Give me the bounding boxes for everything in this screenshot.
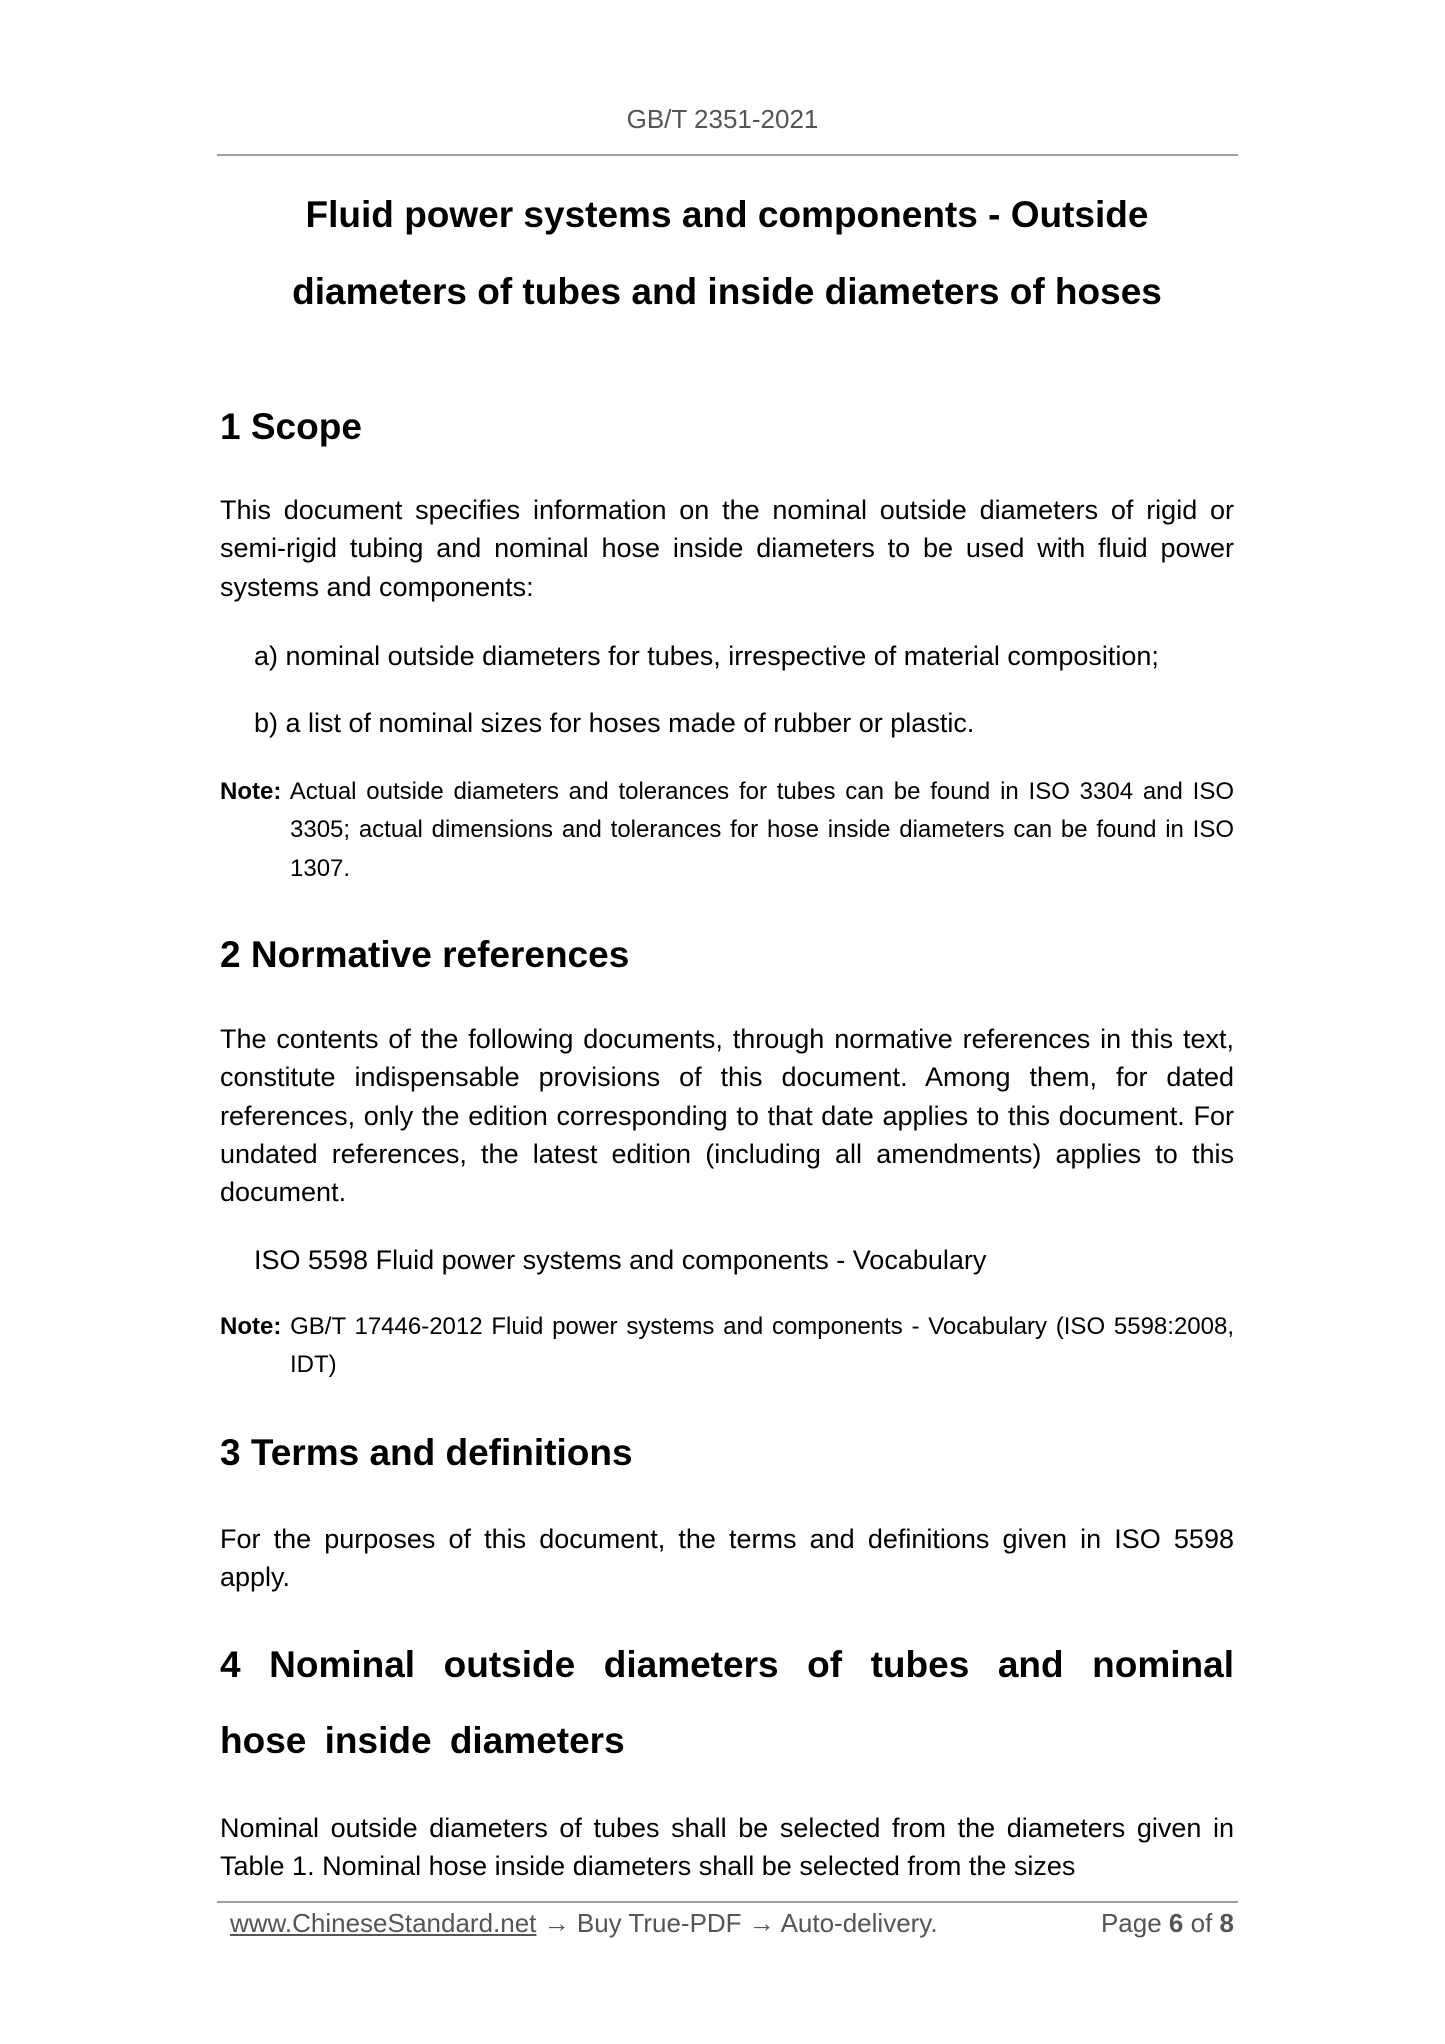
section-heading-normative-references: 2 Normative references (220, 934, 630, 975)
page-number: 6 (1168, 1908, 1184, 1938)
normative-paragraph: The contents of the following documents, through normative references in this text, constitute indispensable provisions of this document. Among them, for dated references, only the edition corresponding to that date applies to this document. For undated references, the latest edition (including all amendments) applies to this document. (220, 1024, 1234, 1208)
section-heading-nominal-diameters: 4 Nominal outside diameters of tubes and nominal hose inside diameters (220, 1644, 1234, 1761)
title-line: Fluid power systems and components - Outside (305, 194, 1149, 235)
note-text: GB/T 17446-2012 Fluid power systems and components - Vocabulary (ISO 5598:2008, IDT) (290, 1313, 1235, 1379)
note-label: Note: (220, 778, 282, 805)
footer-divider (217, 1901, 1238, 1903)
list-item-a: a) nominal outside diameters for tubes, irrespective of material composition; (254, 641, 1159, 671)
page-label: Page (1100, 1908, 1162, 1938)
section-heading-terms: 3 Terms and definitions (220, 1432, 633, 1473)
footer-text: → Buy True-PDF → Auto-delivery. (536, 1908, 938, 1938)
header-divider (217, 154, 1238, 156)
website-link[interactable]: www.ChineseStandard.net (230, 1908, 537, 1938)
page-of: of (1190, 1908, 1213, 1938)
scope-note (220, 773, 1234, 888)
terms-paragraph: For the purposes of this document, the terms and definitions given in ISO 5598 apply. (220, 1524, 1234, 1593)
section-heading-scope: 1 Scope (220, 406, 362, 447)
normative-note (220, 1308, 1234, 1385)
note-label: Note: (220, 1313, 282, 1340)
reference-item: ISO 5598 Fluid power systems and components - Vocabulary (254, 1245, 987, 1275)
note-text: Actual outside diameters and tolerances for tubes can be found in ISO 3304 and ISO 3305; actual dimensions and tolerances for hose inside diameters can be found in ISO 1307. (289, 778, 1235, 882)
document-title (220, 176, 1234, 330)
scope-paragraph: This document specifies information on the nominal outside diameters of rigid or semi-rigid tubing and nominal hose inside diameters to be used with fluid power systems and components: (220, 495, 1234, 602)
page-indicator (1101, 1904, 1234, 1942)
title-line: diameters of tubes and inside diameters of hoses (292, 271, 1162, 312)
list-item-b: b) a list of nominal sizes for hoses made of rubber or plastic. (254, 708, 975, 738)
footer (230, 1904, 1234, 1942)
nominal-paragraph: Nominal outside diameters of tubes shall be selected from the diameters given in Table 1. Nominal hose inside diameters shall be selected from the sizes (220, 1813, 1234, 1882)
document-header: GB/T 2351-2021 (626, 104, 819, 134)
page-total: 8 (1219, 1908, 1234, 1938)
